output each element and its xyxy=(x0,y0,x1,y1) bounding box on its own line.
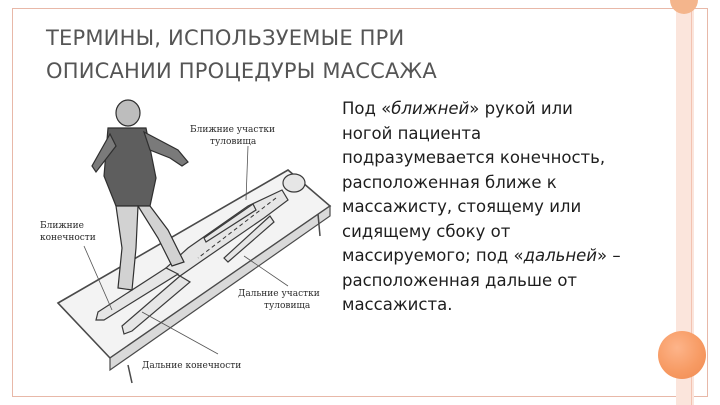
label-far-trunk-line-1: Дальние участки xyxy=(238,289,320,299)
therapist-head xyxy=(116,100,140,126)
body-text-part-1: Под « xyxy=(342,99,392,118)
body-text-part-3: » – расположенная дальше от массажиста. xyxy=(342,246,621,314)
label-near-limbs-line-2: конечности xyxy=(40,233,96,243)
slide-title-line-1: ТЕРМИНЫ, ИСПОЛЬЗУЕМЫЕ ПРИ xyxy=(46,26,405,50)
label-near-trunk-line-1: Ближние участки xyxy=(190,125,276,135)
slide-title-line-2: ОПИСАНИИ ПРОЦЕДУРЫ МАССАЖА xyxy=(46,59,437,83)
massage-illustration xyxy=(38,88,338,388)
slide-title xyxy=(46,22,606,88)
label-near-trunk-line-2: туловища xyxy=(210,137,257,147)
label-far-trunk-line-2: туловища xyxy=(264,301,311,311)
body-text-part-2: » рукой или ногой пациента подразумевается конечность, расположенная ближе к массажисту, стоящему или сидящему сбоку от массируемого; под « xyxy=(342,99,606,265)
table-leg xyxy=(128,365,132,383)
patient-head xyxy=(283,174,305,192)
body-term-near: ближней xyxy=(391,99,470,118)
body-term-far: дальней xyxy=(523,246,598,265)
label-near-limbs-line-1: Ближние xyxy=(40,221,84,231)
decorative-circle-bottom xyxy=(658,331,706,379)
label-far-limbs: Дальние конечности xyxy=(142,361,242,371)
slide-body-text xyxy=(342,97,627,318)
massage-illustration-svg xyxy=(38,88,338,388)
leader-line-near-trunk xyxy=(246,146,248,200)
